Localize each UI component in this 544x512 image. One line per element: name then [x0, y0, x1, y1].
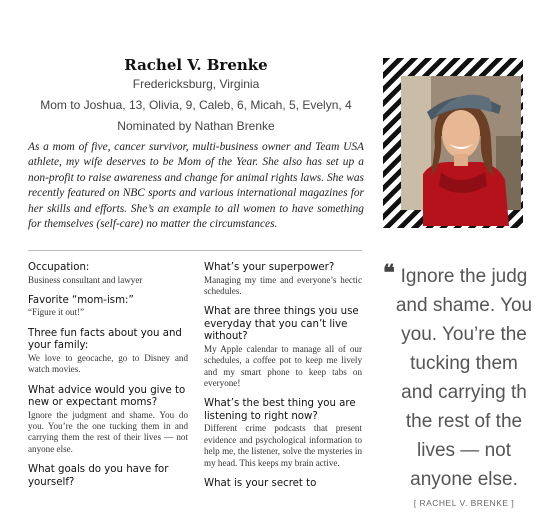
quote-mark-icon: ❝ [383, 260, 395, 286]
answer: “Figure it out!” [28, 307, 85, 318]
pull-quote-line: you. You’re the [401, 324, 527, 345]
pull-quote-line: Ignore the judg [400, 266, 528, 287]
qa-fun-facts [28, 328, 188, 376]
answer: Managing my time and everyone’s hectic schedules. [204, 274, 362, 296]
answer: We love to geocache, go to Disney and watch movies. [28, 352, 188, 375]
portrait-photo [401, 76, 521, 210]
answer: Business consultant and lawyer [28, 274, 143, 285]
qa-mom-ism [28, 295, 188, 319]
answer: Different crime podcasts that present evidence and psychological information to help me, the listener, solve the mysteries in my head. This keeps my brain active. [204, 423, 362, 468]
qa-three-things [204, 306, 362, 389]
qa-advice [28, 385, 188, 456]
pull-quote [384, 262, 544, 494]
pull-quote-credit: [ RACHEL V. BRENKE ] [413, 498, 515, 508]
profile-location: Fredericksburg, Virginia [132, 77, 260, 91]
question: Three fun facts about you and your family: [28, 327, 182, 352]
pull-quote-line: the rest of the [405, 411, 523, 432]
qa-goals [28, 464, 188, 489]
qa-secret [204, 478, 362, 491]
profile-nominated-by: Nominated by Nathan Brenke [117, 119, 275, 133]
question: Occupation: [28, 262, 90, 273]
pull-quote-line: tucking them [410, 353, 518, 374]
pull-quote-line: anyone else. [410, 469, 518, 490]
question: Favorite “mom-ism:” [28, 294, 134, 306]
question: What are three things you use everyday that you can’t live without? [204, 306, 359, 343]
divider [28, 250, 362, 251]
pull-quote-line: and carrying th [401, 382, 527, 403]
qa-column-1 [28, 262, 188, 498]
question: What advice would you give to new or expectant moms? [28, 384, 186, 409]
profile-family: Mom to Joshua, 13, Olivia, 9, Caleb, 6, Micah, 5, Evelyn, 4 [40, 98, 352, 112]
question: What’s the best thing you are listening to right now? [204, 398, 356, 422]
question: What is your secret to [204, 478, 317, 490]
answer: Ignore the judgment and shame. You do you. You’re the one tucking them in and carrying them the rest of their lives — not anyone else. [28, 409, 188, 454]
qa-superpower [204, 262, 362, 297]
qa-occupation [28, 262, 188, 286]
profile-name: Rachel V. Brenke [124, 56, 268, 74]
pull-quote-line: lives — not [417, 440, 511, 461]
qa-column-2 [204, 262, 362, 500]
pull-quote-line: and shame. You [395, 295, 533, 316]
question: What’s your superpower? [204, 262, 335, 273]
answer: My Apple calendar to manage all of our schedules, a coffee pot to keep me lively and my smart phone to keep tabs on everyone! [204, 343, 362, 389]
intro-paragraph: As a mom of five, cancer survivor, multi-business owner and Team USA athlete, my wife deserves to be Mom of the Year. She also has set up a non-profit to raise awareness and change for animal rights laws. She was recently featured on NBC sports and various international magazines for her skills and efforts. She’s an example to all women to have something for themselves (self-care) no matter the circumstances. [28, 141, 364, 231]
question: What goals do you have for yourself? [28, 464, 169, 488]
qa-listening [204, 398, 362, 469]
